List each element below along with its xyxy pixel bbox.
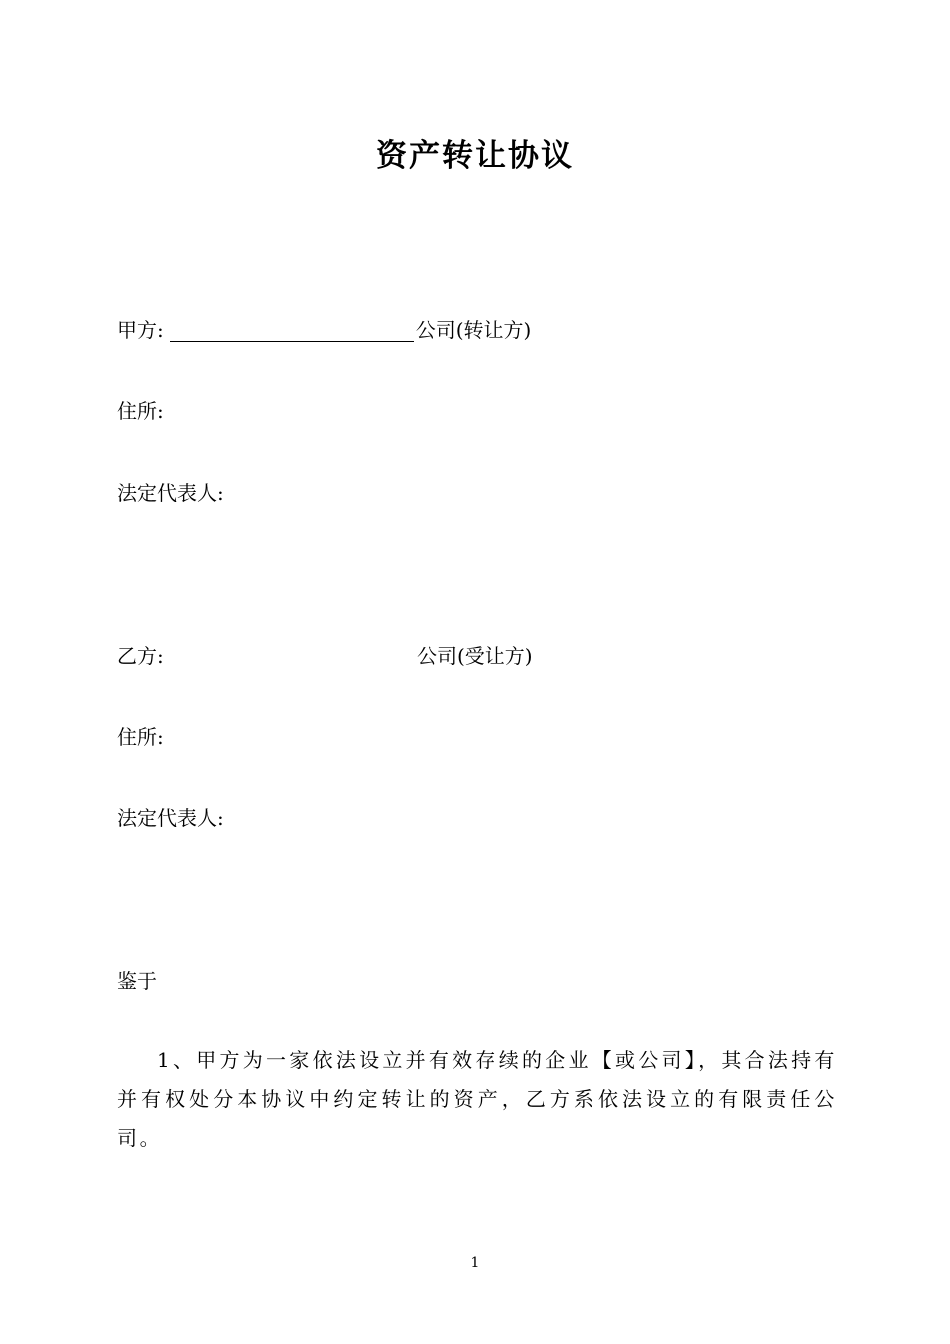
party-a-suffix: 公司(转让方) (415, 318, 532, 342)
party-a-name-blank (170, 319, 414, 342)
party-b-address-label: 住所: (117, 725, 164, 749)
party-a-label: 甲方: (117, 318, 164, 342)
party-a-address-label: 住所: (117, 399, 164, 423)
recital-paragraph-1: 1、甲方为一家依法设立并有效存续的企业【或公司】，其合法持有并有权处分本协议中约定转让的资产，乙方系依法设立的有限责任公司。 (117, 1048, 837, 1150)
page-number: 1 (470, 1255, 480, 1271)
recitals-heading: 鉴于 (117, 969, 157, 993)
party-b-suffix: 公司(受让方) (417, 644, 533, 668)
party-a-line (117, 318, 531, 342)
party-b-legal-rep-label: 法定代表人: (117, 806, 224, 830)
party-a-legal-rep-label: 法定代表人: (117, 481, 224, 505)
document-title: 资产转让协议 (376, 138, 574, 174)
party-b-label: 乙方: (117, 644, 164, 668)
